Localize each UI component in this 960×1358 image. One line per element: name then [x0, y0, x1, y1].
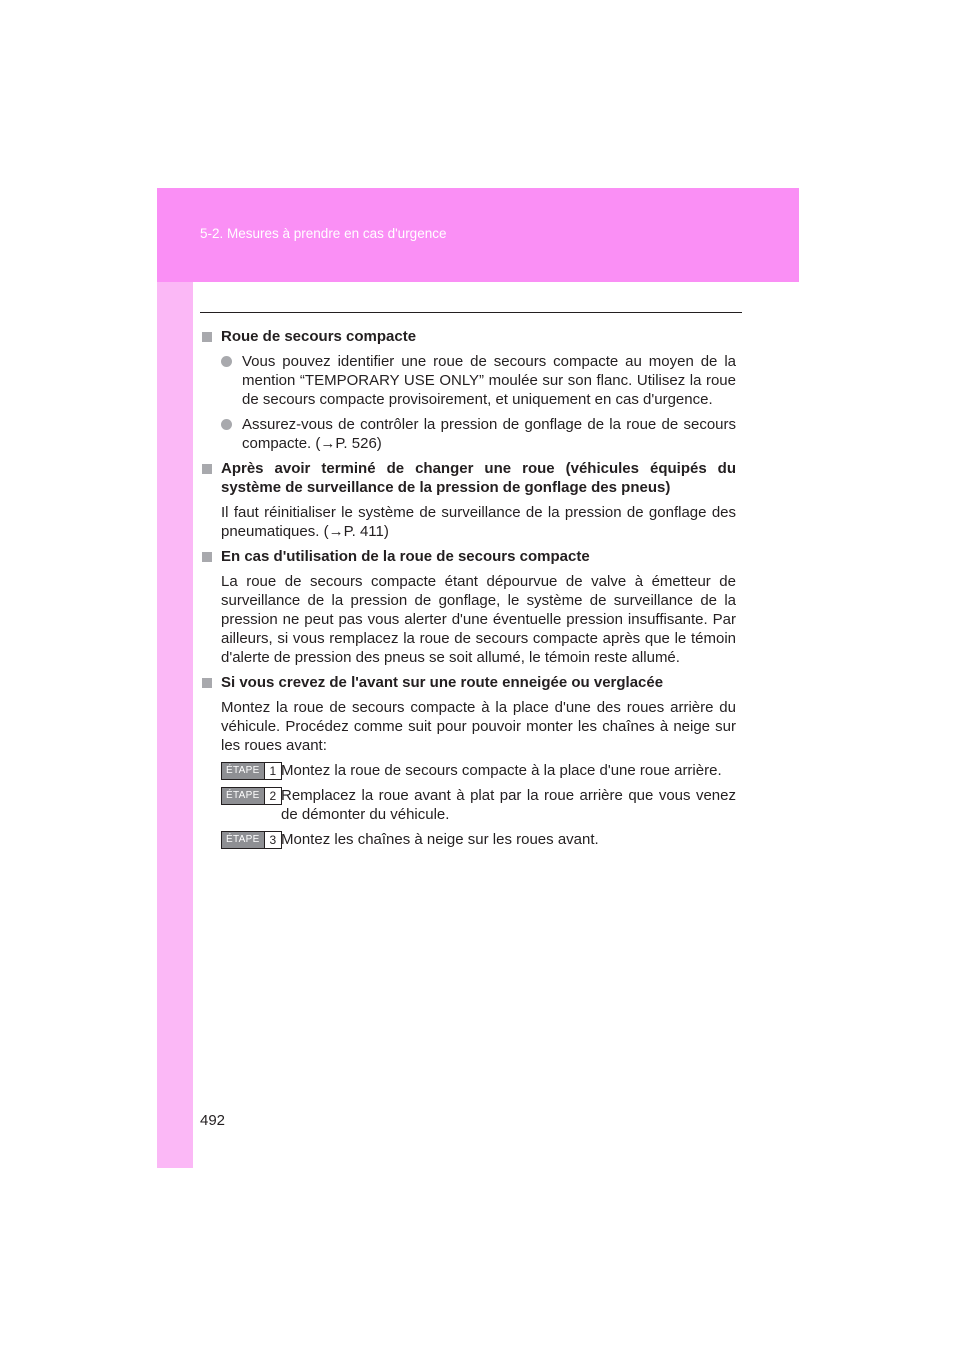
- step-text: Montez la roue de secours compacte à la place d'une roue arrière.: [281, 762, 722, 779]
- list-item-text: Assurez-vous de contrôler la pression de gonflage de la roue de secours compacte. (→P. 526): [242, 416, 736, 452]
- step-item: [200, 761, 736, 780]
- section-heading-text: Après avoir terminé de changer une roue (véhicules équipés du système de surveillance de la pression de gonflage des pneus): [221, 460, 736, 496]
- square-bullet-icon: [202, 678, 212, 688]
- step-text: Remplacez la roue avant à plat par la roue arrière que vous venez de démonter du véhicule.: [281, 787, 736, 823]
- page-content: [200, 327, 736, 855]
- section-body: Montez la roue de secours compacte à la place d'une des roues arrière du véhicule. Procédez comme suit pour pouvoir monter les chaînes à neige sur les roues avant:: [221, 699, 736, 754]
- step-number: 3: [264, 832, 282, 848]
- step-badge: [221, 762, 282, 780]
- square-bullet-icon: [202, 464, 212, 474]
- circle-bullet-icon: [221, 419, 232, 430]
- step-item: [200, 786, 736, 824]
- list-item-text: Vous pouvez identifier une roue de secours compacte au moyen de la mention “TEMPORARY USE ONLY” moulée sur son flanc. Utilisez la roue de secours compacte provisoirement, et uniquement en cas d'urgence.: [242, 353, 736, 408]
- section-heading-text: En cas d'utilisation de la roue de secours compacte: [221, 548, 590, 565]
- step-item: [200, 830, 736, 849]
- list-item: [221, 415, 736, 453]
- section-divider: [200, 312, 742, 313]
- page-number: 492: [200, 1112, 226, 1129]
- section-body: La roue de secours compacte étant dépourvue de valve à émetteur de surveillance de la pression de gonflage, le système de surveillance de la pression ne peut pas vous alerter d'une éventuelle pression insuffisante. Par ailleurs, si vous remplacez la roue de secours compacte après que le témoin d'alerte de pression des pneus se soit allumé, le témoin reste allumé.: [221, 573, 736, 666]
- step-number: 2: [264, 788, 282, 804]
- section-heading-text: Roue de secours compacte: [221, 328, 417, 345]
- step-number: 1: [264, 763, 282, 779]
- step-label: ÉTAPE: [222, 788, 264, 804]
- section-heading: [200, 547, 736, 566]
- step-badge: [221, 831, 282, 849]
- section-heading-text: Si vous crevez de l'avant sur une route enneigée ou verglacée: [221, 674, 664, 691]
- list-item: [221, 352, 736, 409]
- section-heading: [200, 673, 736, 692]
- square-bullet-icon: [202, 332, 212, 342]
- section-heading: [200, 327, 736, 346]
- circle-bullet-icon: [221, 356, 232, 367]
- section-body: Il faut réinitialiser le système de surveillance de la pression de gonflage des pneumatiques. (→P. 411): [221, 504, 736, 540]
- section-heading: [200, 459, 736, 497]
- square-bullet-icon: [202, 552, 212, 562]
- step-label: ÉTAPE: [222, 832, 264, 848]
- side-strip: [157, 188, 193, 1168]
- step-text: Montez les chaînes à neige sur les roues avant.: [281, 831, 599, 848]
- chapter-title: 5-2. Mesures à prendre en cas d'urgence: [200, 226, 447, 241]
- step-badge: [221, 787, 282, 805]
- step-label: ÉTAPE: [222, 763, 264, 779]
